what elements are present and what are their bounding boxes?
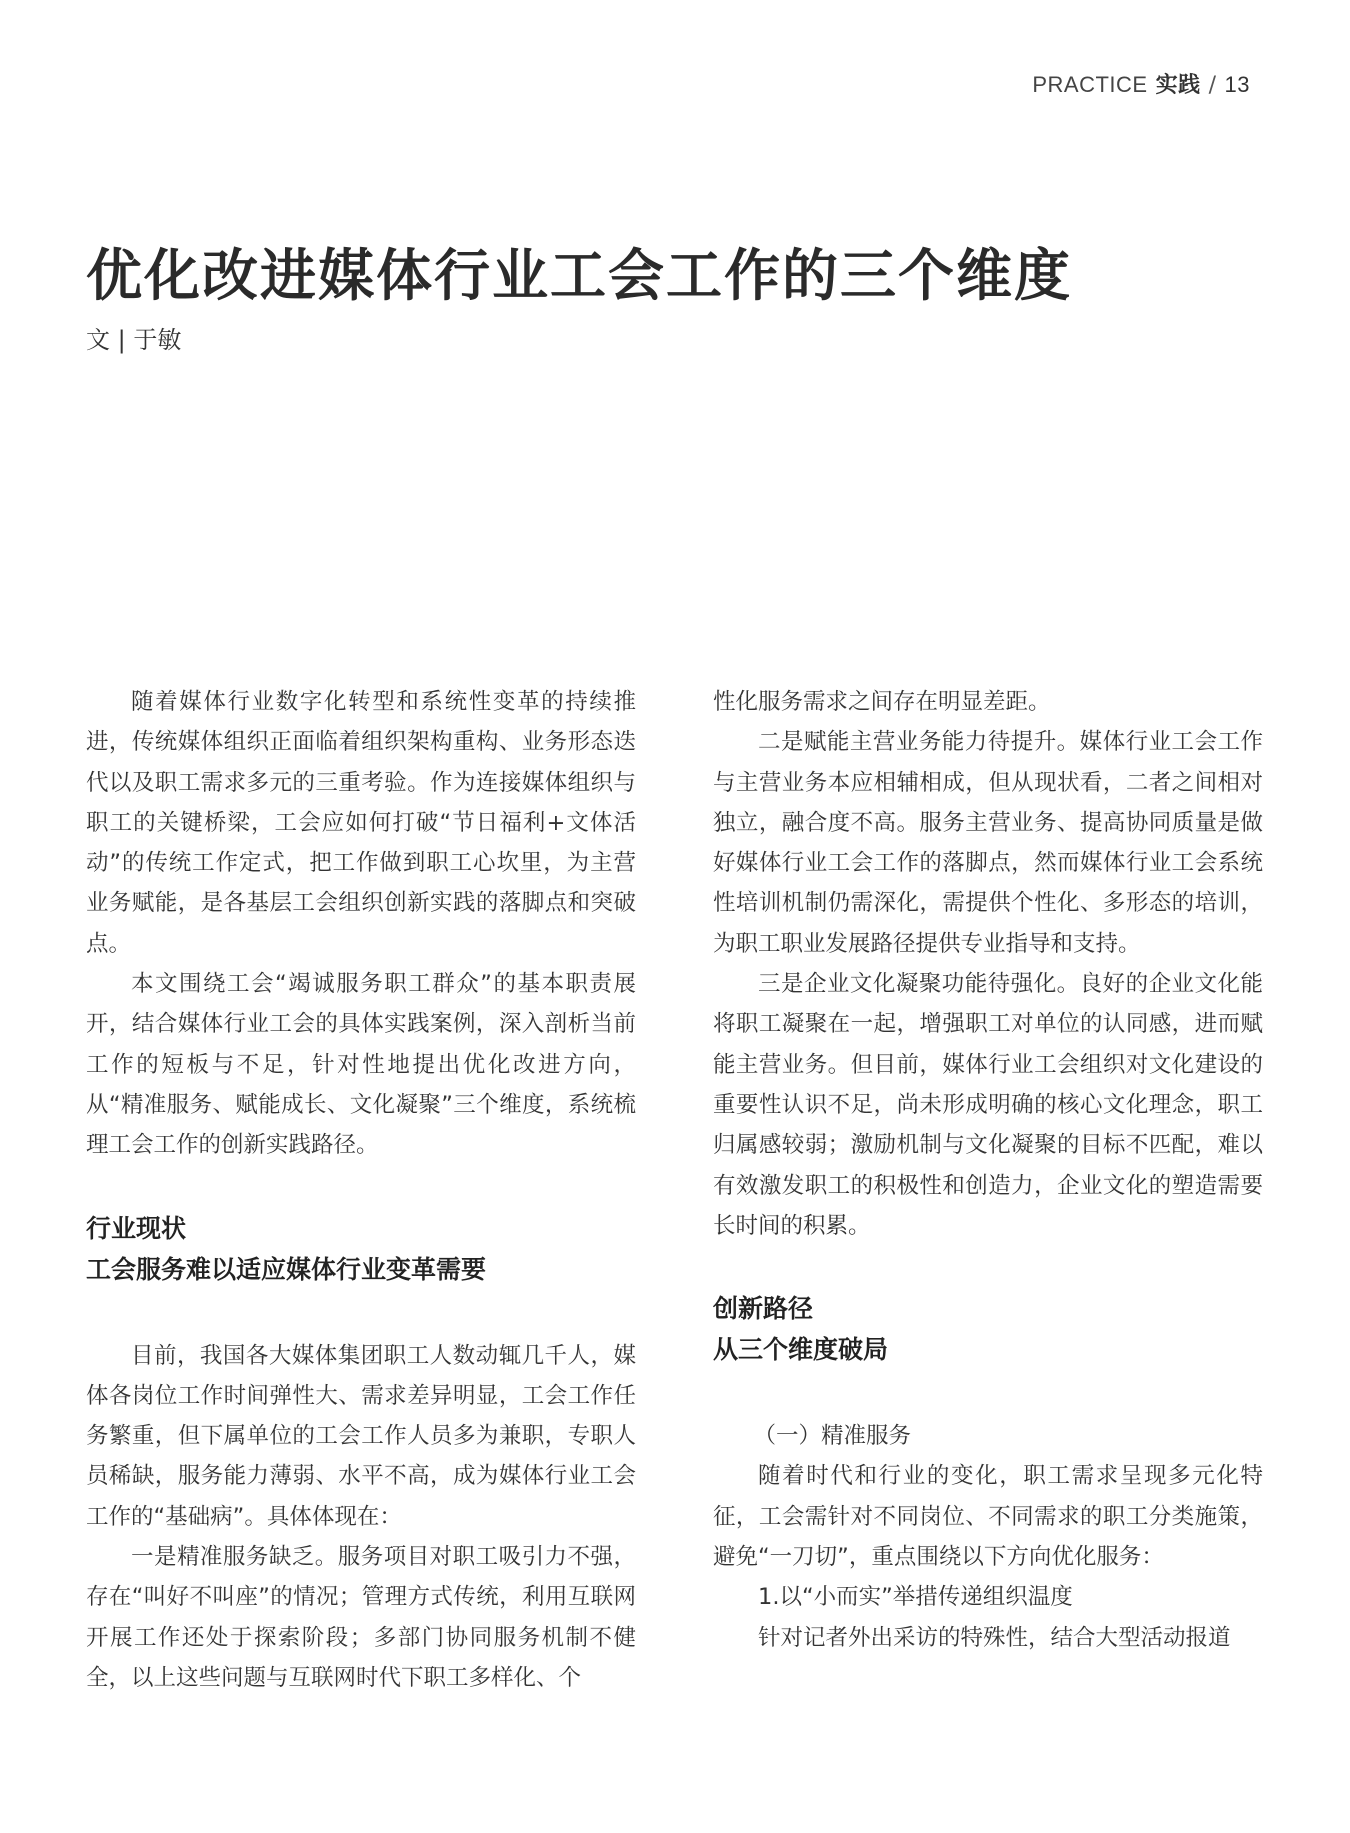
- body-paragraph: 二是赋能主营业务能力待提升。媒体行业工会工作与主营业务本应相辅相成，但从现状看，二者之间相对独立，融合度不高。服务主营业务、提高协同质量是做好媒体行业工会工作的落脚点，然而媒体行业工会系统性培训机制仍需深化，需提供个性化、多形态的培训，为职工职业发展路径提供专业指导和支持。: [713, 729, 1263, 957]
- body-paragraph: 针对记者外出采访的特殊性，结合大型活动报道: [758, 1624, 1231, 1651]
- body-paragraph: 性化服务需求之间存在明显差距。: [713, 689, 1051, 715]
- sub-heading: （一）精准服务: [753, 1423, 912, 1450]
- running-header: [1032, 68, 1250, 99]
- section-heading-kicker: 行业现状: [86, 1213, 187, 1243]
- body-paragraph: 目前，我国各大媒体集团职工人数动辄几千人，媒体各岗位工作时间弹性大、需求差异明显，工会工作任务繁重，但下属单位的工会工作人员多为兼职，专职人员稀缺，服务能力薄弱、水平不高，成为媒体行业工会工作的“基础病”。具体体现在：: [86, 1342, 636, 1530]
- section-label-zh: 实践: [1155, 73, 1201, 98]
- body-paragraph: 本文围绕工会“竭诚服务职工群众”的基本职责展开，结合媒体行业工会的具体实践案例，深入剖析当前工作的短板与不足，针对性地提出优化改进方向，从“精准服务、赋能成长、文化凝聚”三个维度，系统梳理工会工作的创新实践路径。: [86, 971, 636, 1159]
- header-separator: /: [1208, 73, 1217, 98]
- body-paragraph: 三是企业文化凝聚功能待强化。良好的企业文化能将职工凝聚在一起，增强职工对单位的认同感，进而赋能主营业务。但目前，媒体行业工会组织对文化建设的重要性认识不足，尚未形成明确的核心文化理念，职工归属感较弱；激励机制与文化凝聚的目标不匹配，难以有效激发职工的积极性和创造力，企业文化的塑造需要长时间的积累。: [713, 971, 1263, 1239]
- left-column: [86, 682, 636, 1698]
- list-item-heading: 1.以“小而实”举措传递组织温度: [758, 1584, 1073, 1611]
- section-heading: 从三个维度破局: [713, 1335, 889, 1365]
- right-column: [713, 682, 1263, 1658]
- body-paragraph: 一是精准服务缺乏。服务项目对职工吸引力不强，存在“叫好不叫座”的情况；管理方式传统，利用互联网开展工作还处于探索阶段；多部门协同服务机制不健全，以上这些问题与互联网时代下职工多样化、个: [86, 1544, 636, 1691]
- section-label-en: PRACTICE: [1032, 72, 1148, 97]
- body-paragraph: 随着媒体行业数字化转型和系统性变革的持续推进，传统媒体组织正面临着组织架构重构、业务形态迭代以及职工需求多元的三重考验。作为连接媒体组织与职工的关键桥梁，工会应如何打破“节日福利+文体活动”的传统工作定式，把工作做到职工心坎里，为主营业务赋能，是各基层工会组织创新实践的落脚点和突破点。: [86, 689, 636, 957]
- page-number: 13: [1224, 72, 1250, 97]
- section-heading: 工会服务难以适应媒体行业变革需要: [86, 1254, 487, 1284]
- body-paragraph: 随着时代和行业的变化，职工需求呈现多元化特征，工会需针对不同岗位、不同需求的职工分类施策，避免“一刀切”，重点围绕以下方向优化服务：: [713, 1463, 1263, 1571]
- section-heading-kicker: 创新路径: [713, 1294, 814, 1324]
- article-byline: 文 | 于敏: [86, 326, 182, 354]
- article-title: 优化改进媒体行业工会工作的三个维度: [86, 244, 1072, 309]
